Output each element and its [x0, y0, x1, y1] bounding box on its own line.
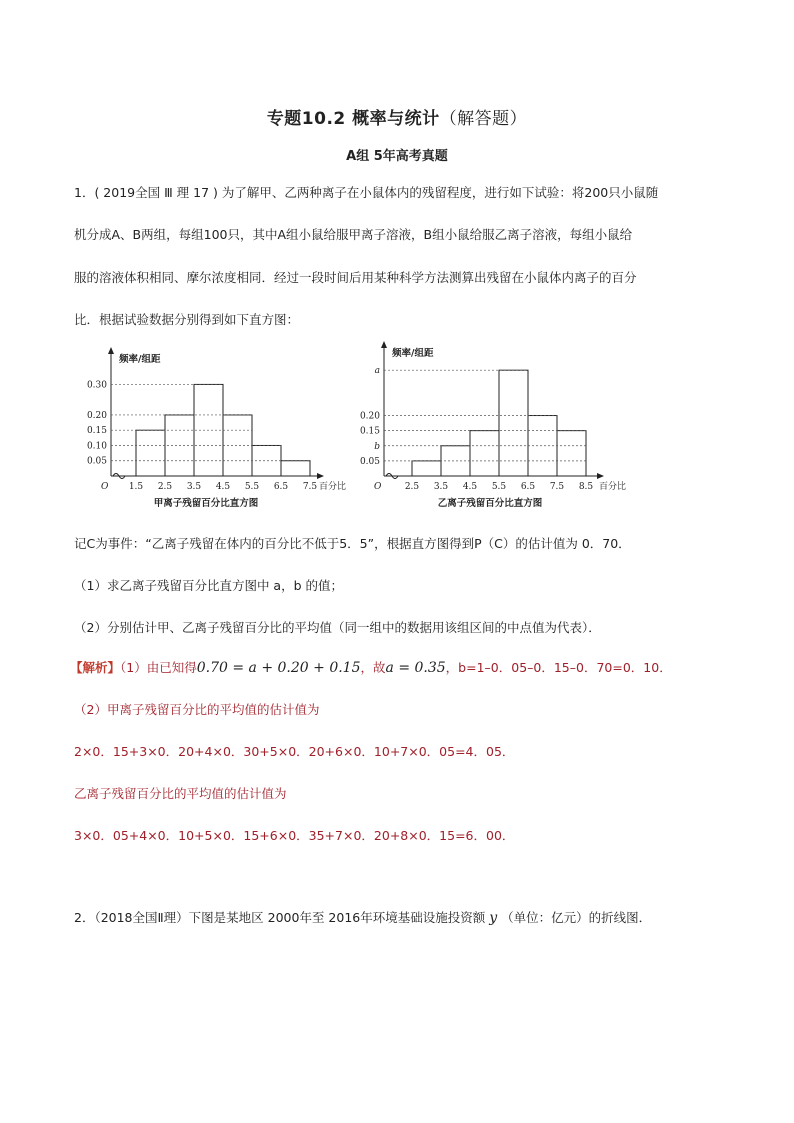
q1-sub1: （1）求乙离子残留百分比直方图中 a，b 的值；	[74, 578, 343, 593]
x-tick-label: 6.5	[273, 482, 289, 492]
histogram-bar	[499, 370, 528, 476]
x-tick-label: 8.5	[578, 482, 594, 492]
x-tick-label: 5.5	[244, 482, 260, 492]
y-axis-arrow	[108, 347, 114, 354]
q2-line	[74, 908, 651, 926]
histogram-bar	[136, 430, 165, 476]
y-tick-label: 0.20	[86, 410, 107, 421]
q1-line2: 机分成A、B两组，每组100只，其中A组小鼠给服甲离子溶液，B组小鼠给服乙离子溶液，每组小鼠给	[74, 227, 633, 242]
x-tick-label: 7.5	[549, 482, 565, 492]
title-paren: （解答题）	[439, 109, 528, 129]
title-main: 专题10.2 概率与统计	[266, 109, 440, 129]
section-subtitle: A组 5年高考真题	[346, 149, 448, 164]
q1-line3: 服的溶液体积相同、摩尔浓度相同．经过一段时间后用某种科学方法测算出残留在小鼠体内离子的百分	[74, 270, 637, 285]
q2-prefix: 2．（2018全国Ⅱ理）下图是某地区 2000年至 2016年环境基础设施投资额	[74, 910, 486, 925]
solution-b-calc: ，b=1–0．05–0．15–0．70=0．10．	[445, 660, 672, 675]
chart2-xlabel: 百分比	[599, 482, 627, 492]
equation-1: 0.70 = a + 0.20 + 0.15	[196, 660, 361, 676]
x-axis-arrow	[317, 473, 324, 479]
solution-calc-yi: 3×0．05+4×0．10+5×0．15+6×0．35+7×0．20+8×0．15=6．00．	[74, 828, 515, 843]
x-tick-label: 7.5	[302, 482, 318, 492]
q1-line1: 1．( 2019全国 Ⅲ 理 17 ) 为了解甲、乙两种离子在小鼠体内的残留程度，进行如下试验：将200只小鼠随	[74, 185, 659, 200]
q1-sub2: （2）分别估计甲、乙离子残留百分比的平均值（同一组中的数据用该组区间的中点值为代表）．	[74, 620, 601, 635]
q2-suffix: （单位：亿元）的折线图．	[501, 910, 652, 925]
histogram-jia	[86, 344, 360, 514]
x-tick-label: 6.5	[520, 482, 536, 492]
q1-line4: 比．根据试验数据分别得到如下直方图：	[74, 312, 300, 327]
x-axis-arrow	[597, 473, 604, 479]
chart1-xlabel: 百分比	[319, 482, 347, 492]
x-tick-label: 5.5	[491, 482, 507, 492]
y-tick-label: 0.05	[359, 456, 380, 467]
x-tick-label: 4.5	[215, 482, 231, 492]
solution-part1-prefix: （1）由已知得	[120, 660, 197, 675]
histogram-yi	[359, 340, 642, 514]
x-tick-label: 1.5	[128, 482, 144, 492]
q1-event: 记C为事件：“乙离子残留在体内的百分比不低于5．5”，根据直方图得到P（C）的估计值为 0．70．	[74, 536, 631, 551]
y-tick-label: 0.05	[86, 456, 107, 467]
chart2-origin: O	[374, 482, 382, 492]
equation-2: a = 0.35	[385, 660, 446, 676]
q2-variable: y	[489, 910, 498, 926]
x-tick-label: 3.5	[186, 482, 202, 492]
solution-mid: ，故	[360, 660, 386, 675]
solution-calc-jia: 2×0．15+3×0．20+4×0．30+5×0．20+6×0．10+7×0．05=4．05．	[74, 744, 515, 759]
solution-tag: 【解析】	[70, 660, 121, 675]
page-title	[0, 104, 794, 129]
solution-yi-label: 乙离子残留百分比的平均值的估计值为	[74, 786, 287, 801]
x-tick-label: 2.5	[157, 482, 173, 492]
chart1-ylabel: 频率/组距	[119, 354, 161, 365]
x-tick-label: 3.5	[433, 482, 449, 492]
y-tick-label: b	[374, 441, 380, 452]
chart1-origin: O	[101, 482, 109, 492]
solution-part2: （2）甲离子残留百分比的平均值的估计值为	[74, 702, 320, 717]
chart2-title: 乙离子残留百分比直方图	[437, 498, 543, 509]
y-tick-label: 0.30	[86, 380, 107, 391]
histogram-bar	[412, 461, 441, 476]
x-tick-label: 4.5	[462, 482, 478, 492]
y-tick-label: 0.10	[86, 441, 107, 452]
y-tick-label: 0.15	[359, 426, 380, 437]
x-tick-label: 2.5	[404, 482, 420, 492]
chart1-title: 甲离子残留百分比直方图	[153, 498, 259, 509]
histogram-bar	[470, 431, 499, 476]
chart2-ylabel: 频率/组距	[392, 348, 434, 359]
y-tick-label: a	[374, 366, 380, 377]
histogram-bar	[281, 461, 310, 476]
solution-part1	[70, 658, 672, 676]
y-tick-label: 0.15	[86, 426, 107, 437]
histogram-bar	[557, 431, 586, 476]
y-tick-label: 0.20	[359, 411, 380, 422]
y-axis-arrow	[381, 341, 387, 348]
